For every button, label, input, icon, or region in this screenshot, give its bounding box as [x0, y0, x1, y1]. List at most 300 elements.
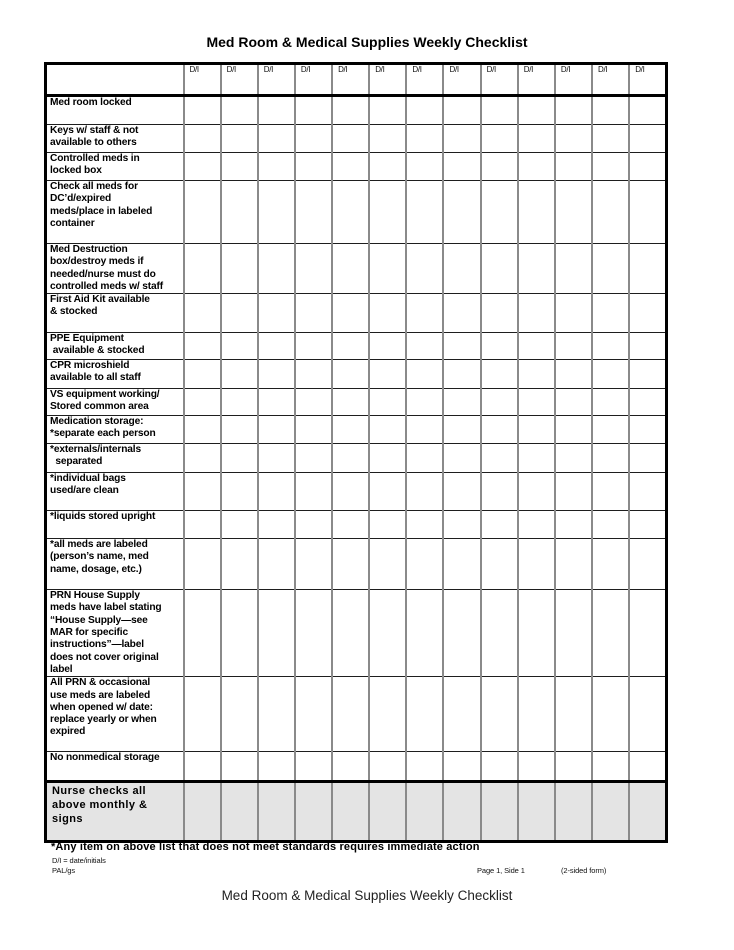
- check-cell: [481, 473, 518, 511]
- check-cell: [518, 416, 555, 444]
- column-header-label: D/I: [486, 65, 496, 74]
- check-cell: [629, 181, 666, 244]
- check-cell: [592, 590, 629, 677]
- check-cell: [629, 444, 666, 473]
- row-label-cell: [46, 782, 184, 842]
- row-label-cell: [46, 333, 184, 360]
- check-cell: [369, 244, 406, 294]
- row-label-cell: [46, 244, 184, 294]
- check-cell: [221, 333, 258, 360]
- check-cell: [481, 181, 518, 244]
- check-cell: [518, 752, 555, 782]
- column-header-cell: [481, 64, 518, 96]
- check-cell: [332, 473, 369, 511]
- row-label-cell: [46, 360, 184, 389]
- check-cell: [518, 782, 555, 842]
- check-cell: [369, 590, 406, 677]
- row-label-cell: [46, 389, 184, 416]
- check-cell: [481, 539, 518, 590]
- check-cell: [629, 389, 666, 416]
- check-cell: [406, 782, 443, 842]
- check-cell: [258, 244, 295, 294]
- column-header-label: D/I: [338, 65, 348, 74]
- check-cell: [369, 294, 406, 333]
- page-title: Med Room & Medical Supplies Weekly Checklist: [206, 34, 528, 50]
- check-cell: [518, 96, 555, 125]
- column-header-cell: [443, 64, 480, 96]
- checklist-row: [46, 294, 667, 333]
- check-cell: [443, 96, 480, 125]
- check-cell: [332, 752, 369, 782]
- check-cell: [295, 473, 332, 511]
- checklist-row: [46, 782, 667, 842]
- check-cell: [332, 444, 369, 473]
- check-cell: [295, 333, 332, 360]
- checklist-row: [46, 416, 667, 444]
- row-label-cell: [46, 416, 184, 444]
- check-cell: [258, 677, 295, 752]
- checklist-row: [46, 96, 667, 125]
- check-cell: [555, 590, 592, 677]
- row-label: First Aid Kit available & stocked: [50, 294, 150, 318]
- row-label: All PRN & occasional use meds are labeled when opened w/ date: replace yearly or when expired: [50, 677, 157, 738]
- row-label: VS equipment working/ Stored common area: [50, 389, 160, 413]
- check-cell: [518, 125, 555, 153]
- check-cell: [369, 539, 406, 590]
- check-cell: [184, 181, 221, 244]
- check-cell: [518, 539, 555, 590]
- row-label: Med room locked: [50, 97, 132, 108]
- column-header-cell: [555, 64, 592, 96]
- check-cell: [295, 360, 332, 389]
- check-cell: [481, 244, 518, 294]
- check-cell: [258, 590, 295, 677]
- row-label: Check all meds for DC’d/expired meds/place in labeled container: [50, 181, 153, 229]
- check-cell: [518, 511, 555, 539]
- check-cell: [221, 416, 258, 444]
- row-label: Medication storage: *separate each person: [50, 416, 156, 440]
- check-cell: [481, 389, 518, 416]
- check-cell: [592, 677, 629, 752]
- check-cell: [555, 389, 592, 416]
- checklist-sheet: [44, 62, 668, 843]
- column-header-cell: [369, 64, 406, 96]
- check-cell: [406, 473, 443, 511]
- check-cell: [332, 782, 369, 842]
- row-label: Keys w/ staff & not available to others: [50, 125, 139, 149]
- check-cell: [518, 360, 555, 389]
- checklist-row: [46, 444, 667, 473]
- check-cell: [629, 244, 666, 294]
- check-cell: [592, 294, 629, 333]
- row-label: PPE Equipment available & stocked: [50, 333, 145, 357]
- check-cell: [555, 96, 592, 125]
- check-cell: [406, 181, 443, 244]
- check-cell: [406, 539, 443, 590]
- check-cell: [332, 360, 369, 389]
- check-cell: [443, 590, 480, 677]
- check-cell: [481, 590, 518, 677]
- check-cell: [295, 782, 332, 842]
- check-cell: [258, 333, 295, 360]
- check-cell: [221, 96, 258, 125]
- check-cell: [258, 752, 295, 782]
- check-cell: [555, 782, 592, 842]
- column-header-cell: [629, 64, 666, 96]
- column-header-label: D/I: [449, 65, 459, 74]
- check-cell: [592, 181, 629, 244]
- check-cell: [332, 153, 369, 181]
- check-cell: [332, 294, 369, 333]
- check-cell: [295, 539, 332, 590]
- check-cell: [258, 511, 295, 539]
- check-cell: [629, 416, 666, 444]
- check-cell: [369, 153, 406, 181]
- check-cell: [369, 752, 406, 782]
- check-cell: [332, 125, 369, 153]
- checklist-row: [46, 590, 667, 677]
- check-cell: [221, 125, 258, 153]
- check-cell: [629, 294, 666, 333]
- row-label: *liquids stored upright: [50, 511, 156, 523]
- column-header-cell: [258, 64, 295, 96]
- check-cell: [295, 416, 332, 444]
- check-cell: [592, 360, 629, 389]
- check-cell: [481, 444, 518, 473]
- row-label-cell: [46, 590, 184, 677]
- check-cell: [184, 125, 221, 153]
- check-cell: [258, 294, 295, 333]
- check-cell: [295, 96, 332, 125]
- check-cell: [184, 677, 221, 752]
- check-cell: [295, 294, 332, 333]
- check-cell: [258, 444, 295, 473]
- check-cell: [443, 511, 480, 539]
- checklist-table: [44, 62, 668, 843]
- check-cell: [406, 294, 443, 333]
- check-cell: [332, 416, 369, 444]
- checklist-row: [46, 389, 667, 416]
- checklist-row: [46, 360, 667, 389]
- check-cell: [221, 782, 258, 842]
- check-cell: [406, 96, 443, 125]
- checklist-row: [46, 677, 667, 752]
- check-cell: [258, 473, 295, 511]
- check-cell: [406, 125, 443, 153]
- column-header-label: D/I: [263, 65, 274, 74]
- check-cell: [295, 389, 332, 416]
- row-label-cell: [46, 444, 184, 473]
- checklist-row: [46, 539, 667, 590]
- check-cell: [184, 360, 221, 389]
- check-cell: [369, 360, 406, 389]
- column-header-cell: [184, 64, 221, 96]
- checklist-row: [46, 181, 667, 244]
- check-cell: [592, 333, 629, 360]
- row-label: *externals/internals separated: [50, 444, 141, 468]
- check-cell: [332, 333, 369, 360]
- check-cell: [555, 473, 592, 511]
- check-cell: [592, 473, 629, 511]
- check-cell: [332, 181, 369, 244]
- check-cell: [184, 389, 221, 416]
- check-cell: [258, 125, 295, 153]
- check-cell: [592, 444, 629, 473]
- check-cell: [184, 96, 221, 125]
- check-cell: [221, 360, 258, 389]
- check-cell: [592, 244, 629, 294]
- column-header-label: D/I: [226, 65, 236, 74]
- check-cell: [295, 590, 332, 677]
- check-cell: [369, 389, 406, 416]
- check-cell: [481, 153, 518, 181]
- check-cell: [258, 782, 295, 842]
- check-cell: [518, 590, 555, 677]
- check-cell: [406, 360, 443, 389]
- check-cell: [332, 539, 369, 590]
- column-header-label: D/I: [189, 65, 199, 74]
- row-label: Controlled meds in locked box: [50, 153, 140, 177]
- check-cell: [258, 153, 295, 181]
- row-label-cell: [46, 539, 184, 590]
- check-cell: [518, 244, 555, 294]
- check-cell: [518, 153, 555, 181]
- row-label-cell: [46, 677, 184, 752]
- check-cell: [221, 677, 258, 752]
- check-cell: [369, 416, 406, 444]
- check-cell: [592, 416, 629, 444]
- check-cell: [629, 539, 666, 590]
- check-cell: [518, 473, 555, 511]
- check-cell: [555, 294, 592, 333]
- row-label: PRN House Supply meds have label stating “House Supply—see MAR for specific instructions”—label does not cover original label: [50, 590, 162, 675]
- check-cell: [221, 444, 258, 473]
- check-cell: [221, 473, 258, 511]
- check-cell: [555, 125, 592, 153]
- check-cell: [518, 677, 555, 752]
- checklist-row: [46, 125, 667, 153]
- check-cell: [221, 181, 258, 244]
- check-cell: [518, 294, 555, 333]
- check-cell: [406, 389, 443, 416]
- column-header-label: D/I: [560, 65, 571, 74]
- row-label: Nurse checks all above monthly & signs: [52, 785, 148, 826]
- check-cell: [592, 782, 629, 842]
- row-label: No nonmedical storage: [50, 752, 160, 764]
- footnote-immediate-action: *Any item on above list that does not meet standards requires immediate action: [51, 841, 480, 853]
- check-cell: [221, 539, 258, 590]
- check-cell: [184, 333, 221, 360]
- checklist-row: [46, 752, 667, 782]
- check-cell: [518, 181, 555, 244]
- check-cell: [406, 511, 443, 539]
- check-cell: [258, 360, 295, 389]
- check-cell: [555, 153, 592, 181]
- check-cell: [332, 511, 369, 539]
- check-cell: [481, 360, 518, 389]
- check-cell: [184, 590, 221, 677]
- check-cell: [481, 333, 518, 360]
- check-cell: [555, 511, 592, 539]
- check-cell: [518, 333, 555, 360]
- check-cell: [295, 244, 332, 294]
- check-cell: [481, 125, 518, 153]
- check-cell: [332, 96, 369, 125]
- check-cell: [592, 539, 629, 590]
- column-header-label: D/I: [523, 65, 534, 74]
- check-cell: [555, 752, 592, 782]
- check-cell: [369, 782, 406, 842]
- column-header-cell: [221, 64, 258, 96]
- check-cell: [184, 444, 221, 473]
- check-cell: [629, 360, 666, 389]
- row-label: Med Destruction box/destroy meds if needed/nurse must do controlled meds w/ staff: [50, 244, 164, 292]
- check-cell: [592, 125, 629, 153]
- check-cell: [555, 181, 592, 244]
- check-cell: [221, 511, 258, 539]
- check-cell: [369, 96, 406, 125]
- check-cell: [555, 360, 592, 389]
- check-cell: [629, 590, 666, 677]
- check-cell: [592, 153, 629, 181]
- row-label-cell: [46, 473, 184, 511]
- legend-text: D/I = date/initials: [52, 856, 106, 865]
- check-cell: [443, 360, 480, 389]
- check-cell: [184, 294, 221, 333]
- check-cell: [369, 333, 406, 360]
- footer-title: Med Room & Medical Supplies Weekly Checklist: [221, 888, 513, 903]
- check-cell: [555, 416, 592, 444]
- checklist-row: [46, 333, 667, 360]
- check-cell: [295, 511, 332, 539]
- check-cell: [295, 153, 332, 181]
- column-header-cell: [332, 64, 369, 96]
- check-cell: [518, 444, 555, 473]
- check-cell: [592, 511, 629, 539]
- check-cell: [184, 153, 221, 181]
- check-cell: [443, 333, 480, 360]
- check-cell: [555, 444, 592, 473]
- check-cell: [295, 444, 332, 473]
- column-header-label: D/I: [635, 65, 645, 74]
- check-cell: [258, 389, 295, 416]
- check-cell: [555, 539, 592, 590]
- check-cell: [184, 752, 221, 782]
- row-label-cell: [46, 96, 184, 125]
- checklist-row: [46, 244, 667, 294]
- check-cell: [295, 125, 332, 153]
- row-label: CPR microshield available to all staff: [50, 360, 141, 384]
- row-label: *individual bags used/are clean: [50, 473, 126, 497]
- check-cell: [406, 590, 443, 677]
- check-cell: [443, 181, 480, 244]
- check-cell: [629, 153, 666, 181]
- column-header-cell: [518, 64, 555, 96]
- check-cell: [518, 389, 555, 416]
- check-cell: [184, 416, 221, 444]
- header-row: [46, 64, 667, 96]
- check-cell: [184, 473, 221, 511]
- check-cell: [258, 416, 295, 444]
- check-cell: [481, 752, 518, 782]
- check-cell: [406, 752, 443, 782]
- check-cell: [592, 389, 629, 416]
- check-cell: [555, 677, 592, 752]
- check-cell: [369, 444, 406, 473]
- check-cell: [221, 752, 258, 782]
- row-label-cell: [46, 153, 184, 181]
- check-cell: [592, 752, 629, 782]
- column-header-label: D/I: [375, 65, 385, 74]
- check-cell: [295, 677, 332, 752]
- check-cell: [369, 473, 406, 511]
- check-cell: [629, 96, 666, 125]
- check-cell: [221, 244, 258, 294]
- check-cell: [629, 782, 666, 842]
- check-cell: [481, 294, 518, 333]
- check-cell: [332, 677, 369, 752]
- column-header-label: D/I: [412, 65, 422, 74]
- check-cell: [481, 677, 518, 752]
- check-cell: [406, 153, 443, 181]
- header-blank-cell: [46, 64, 184, 96]
- check-cell: [481, 511, 518, 539]
- check-cell: [406, 333, 443, 360]
- check-cell: [555, 333, 592, 360]
- check-cell: [184, 244, 221, 294]
- check-cell: [481, 782, 518, 842]
- check-cell: [369, 511, 406, 539]
- check-cell: [184, 539, 221, 590]
- check-cell: [555, 244, 592, 294]
- row-label-cell: [46, 294, 184, 333]
- check-cell: [369, 677, 406, 752]
- check-cell: [443, 782, 480, 842]
- column-header-label: D/I: [300, 65, 311, 74]
- check-cell: [406, 244, 443, 294]
- check-cell: [629, 125, 666, 153]
- check-cell: [592, 96, 629, 125]
- check-cell: [443, 677, 480, 752]
- check-cell: [332, 389, 369, 416]
- form-type-note: (2-sided form): [561, 866, 607, 875]
- page-number: Page 1, Side 1: [477, 866, 525, 875]
- row-label-cell: [46, 181, 184, 244]
- check-cell: [221, 590, 258, 677]
- check-cell: [369, 181, 406, 244]
- check-cell: [184, 782, 221, 842]
- check-cell: [443, 444, 480, 473]
- check-cell: [295, 752, 332, 782]
- check-cell: [332, 590, 369, 677]
- check-cell: [295, 181, 332, 244]
- check-cell: [481, 96, 518, 125]
- check-cell: [221, 294, 258, 333]
- checklist-row: [46, 473, 667, 511]
- check-cell: [443, 153, 480, 181]
- check-cell: [258, 96, 295, 125]
- check-cell: [629, 677, 666, 752]
- column-header-label: D/I: [598, 65, 608, 74]
- check-cell: [481, 416, 518, 444]
- column-header-cell: [406, 64, 443, 96]
- checklist-row: [46, 511, 667, 539]
- check-cell: [443, 752, 480, 782]
- check-cell: [443, 294, 480, 333]
- check-cell: [443, 125, 480, 153]
- row-label: *all meds are labeled (person’s name, med name, dosage, etc.): [50, 539, 149, 575]
- check-cell: [443, 473, 480, 511]
